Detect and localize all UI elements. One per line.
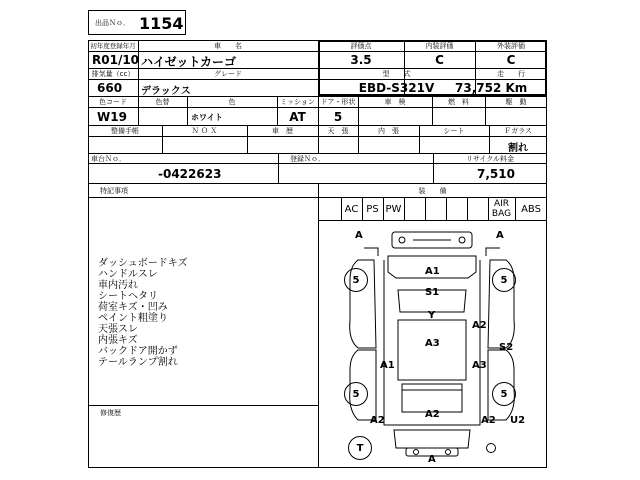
note-item: ペイント粗塗り [98, 313, 168, 324]
mileage-value: 73,752 Km [455, 81, 528, 95]
interior-value: C [435, 53, 444, 67]
mark-rear-a2: A2 [425, 409, 440, 420]
wheel-rear-right: 5 [492, 382, 516, 406]
interior-trim-label: 内 張 [378, 127, 399, 135]
car-name-value: ハイゼットカーゴ [141, 55, 237, 69]
recycle-label: リサイクル料金 [465, 155, 515, 163]
reg-year-label: 初年度登録年月 [90, 42, 136, 50]
equipment-ps: PS [366, 204, 379, 215]
equipment-airbag: AIR BAG [491, 199, 512, 219]
model-value: EBD-S321V [358, 81, 435, 95]
equipment-label: 装 備 [418, 187, 447, 195]
wheel-front-left: 5 [344, 268, 368, 292]
mark-rear-bottom: A [428, 454, 436, 465]
note-item: シートヘタリ [98, 291, 158, 302]
history-label: 車 歴 [272, 127, 293, 135]
color-code-label: 色コード [99, 98, 127, 106]
note-item: 内張キズ [98, 335, 138, 346]
mark-front-right: A [496, 230, 504, 241]
notes-label: 特記事項 [100, 187, 128, 195]
lot-number-label: 出品Ｎｏ． [95, 19, 130, 27]
grade-value: デラックス [141, 86, 191, 97]
sunroof-label: 天 張 [327, 127, 349, 135]
reg-year-value: R01/10 [92, 53, 140, 67]
note-item: 荷室キズ・凹み [98, 302, 168, 313]
mission-value: AT [289, 110, 306, 124]
inspection-label: 車 検 [384, 98, 406, 106]
model-label: 型 式 [382, 70, 411, 78]
equipment-abs: ABS [521, 204, 541, 215]
note-item: テールランプ割れ [98, 357, 178, 368]
wheel-rear-left: 5 [344, 382, 368, 406]
mark-front-left: A [355, 230, 363, 241]
recycle-value: 7,510 [477, 167, 515, 181]
color-code-value: W19 [97, 110, 127, 124]
repair-history-label: 修復歴 [100, 409, 121, 417]
mark-center: Y [428, 310, 436, 321]
note-item: ハンドルスレ [98, 269, 158, 280]
lot-number-value: 1154 [139, 14, 184, 33]
mark-rear-u2: U2 [510, 415, 526, 426]
equipment-pw: PW [385, 204, 402, 215]
equipment-ac: AC [344, 204, 359, 215]
mark-roof-front: S1 [425, 287, 440, 298]
seat-label: シート [443, 127, 465, 135]
grade-label: グレード [214, 70, 242, 78]
drive-label: 駆 動 [505, 98, 527, 106]
doors-label: ドア・形状 [320, 98, 356, 106]
color-change-label: 色替 [155, 98, 170, 106]
score-label: 評価点 [350, 42, 372, 50]
mark-right-a2: A2 [472, 320, 487, 331]
fuel-cap-circle [486, 443, 496, 453]
nox-label: Ｎ Ｏ Ｘ [191, 127, 218, 135]
score-value: 3.5 [350, 53, 372, 67]
note-item: 天張スレ [98, 324, 138, 335]
mark-rear-right-a2: A2 [481, 415, 496, 426]
mark-rear-left-a2: A2 [370, 415, 385, 426]
interior-label: 内装評価 [425, 42, 454, 50]
note-item: 車内汚れ [98, 280, 138, 291]
trunk-marker: T [348, 436, 372, 460]
glass-value: 割れ [508, 143, 528, 154]
mark-right-s2: S2 [499, 342, 514, 353]
exterior-label: 外装評価 [497, 42, 525, 50]
wheel-front-right: 5 [492, 268, 516, 292]
note-item: バックドア開かず [98, 346, 178, 357]
displacement-value: 660 [97, 81, 123, 95]
car-name-label: 車 名 [214, 42, 242, 50]
exterior-value: C [506, 53, 516, 67]
color-label: 色 [228, 98, 236, 106]
glass-label: Ｆガラス [504, 127, 532, 135]
mark-body: A3 [425, 338, 440, 349]
doors-value: 5 [333, 110, 343, 124]
mark-right-a3: A3 [472, 360, 487, 371]
color-value: ホワイト [191, 113, 223, 122]
fuel-label: 燃 料 [448, 98, 469, 106]
mission-label: ミッション [280, 98, 315, 106]
reg-no-label: 登録Ｎｏ． [290, 155, 325, 163]
mileage-label: 走 行 [497, 70, 525, 78]
mark-left-a1: A1 [380, 360, 395, 371]
displacement-label: 排気量（cc） [91, 70, 135, 78]
note-item: ダッシュボードキズ [98, 258, 188, 269]
chassis-no-label: 車台Ｎｏ． [91, 155, 126, 163]
maintenance-label: 整備手帳 [111, 127, 139, 135]
chassis-no-value: -0422623 [158, 167, 222, 181]
mark-hood: A1 [425, 266, 440, 277]
lot-number-box [88, 10, 186, 35]
